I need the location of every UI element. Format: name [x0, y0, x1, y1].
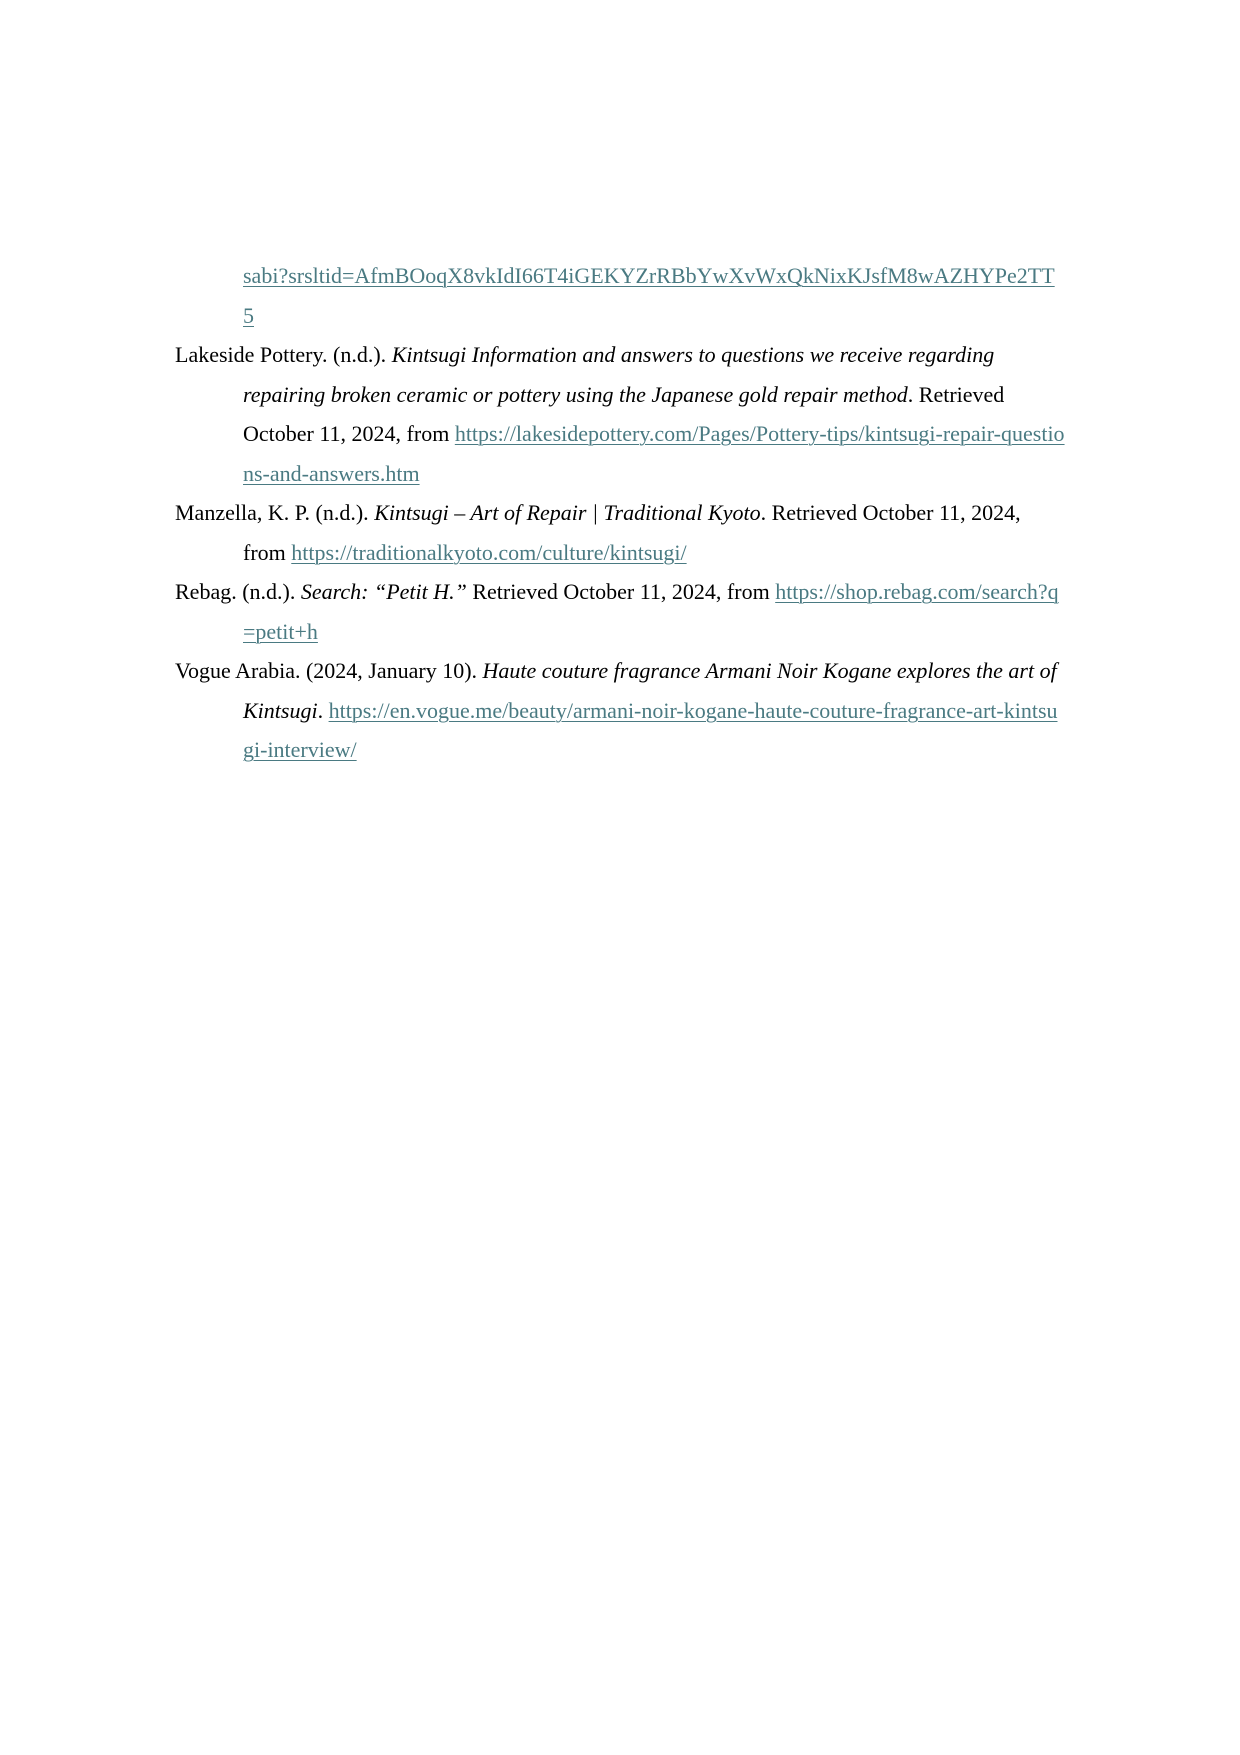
- reference-entry-vogue-arabia: [175, 651, 1065, 770]
- reference-link[interactable]: sabi?srsltid=AfmBOoqX8vkIdI66T4iGEKYZrRBbYwXvWxQkNixKJsfM8wAZHYPe2TT5: [243, 263, 1055, 328]
- reference-title: Kintsugi – Art of Repair | Traditional Kyoto: [374, 500, 761, 525]
- reference-retrieved: . Retrieved October 11, 2024, from: [243, 500, 1021, 565]
- reference-title: Haute couture fragrance Armani Noir Kogane explores the art of Kintsugi: [243, 658, 1057, 723]
- reference-retrieved: . Retrieved October 11, 2024, from: [243, 381, 1005, 446]
- reference-retrieved: Retrieved October 11, 2024, from: [466, 579, 776, 604]
- reference-separator: .: [317, 697, 329, 723]
- reference-link[interactable]: https://lakesidepottery.com/Pages/Pottery-tips/kintsugi-repair-questions-and-answers.htm: [243, 421, 1065, 486]
- reference-entry-lakeside-pottery: [175, 335, 1065, 493]
- reference-entry-manzella: [175, 493, 1065, 572]
- reference-title: Search: “Petit H.”: [300, 579, 467, 604]
- reference-list: [175, 256, 1065, 770]
- reference-link[interactable]: https://en.vogue.me/beauty/armani-noir-kogane-haute-couture-fragrance-art-kintsugi-interview/: [243, 697, 1058, 762]
- reference-link[interactable]: https://shop.rebag.com/search?q=petit+h: [243, 579, 1059, 644]
- reference-link[interactable]: https://traditionalkyoto.com/culture/kintsugi/: [291, 539, 687, 565]
- reference-author: Rebag. (n.d.).: [175, 579, 301, 604]
- reference-author: Lakeside Pottery. (n.d.).: [175, 342, 392, 367]
- reference-author: Manzella, K. P. (n.d.).: [175, 500, 375, 525]
- reference-continuation: [175, 256, 1065, 335]
- reference-title: Kintsugi Information and answers to questions we receive regarding repairing broken ceramic or pottery using the Japanese gold repair method: [243, 342, 995, 407]
- reference-author: Vogue Arabia. (2024, January 10).: [175, 658, 483, 683]
- reference-entry-rebag: [175, 572, 1065, 651]
